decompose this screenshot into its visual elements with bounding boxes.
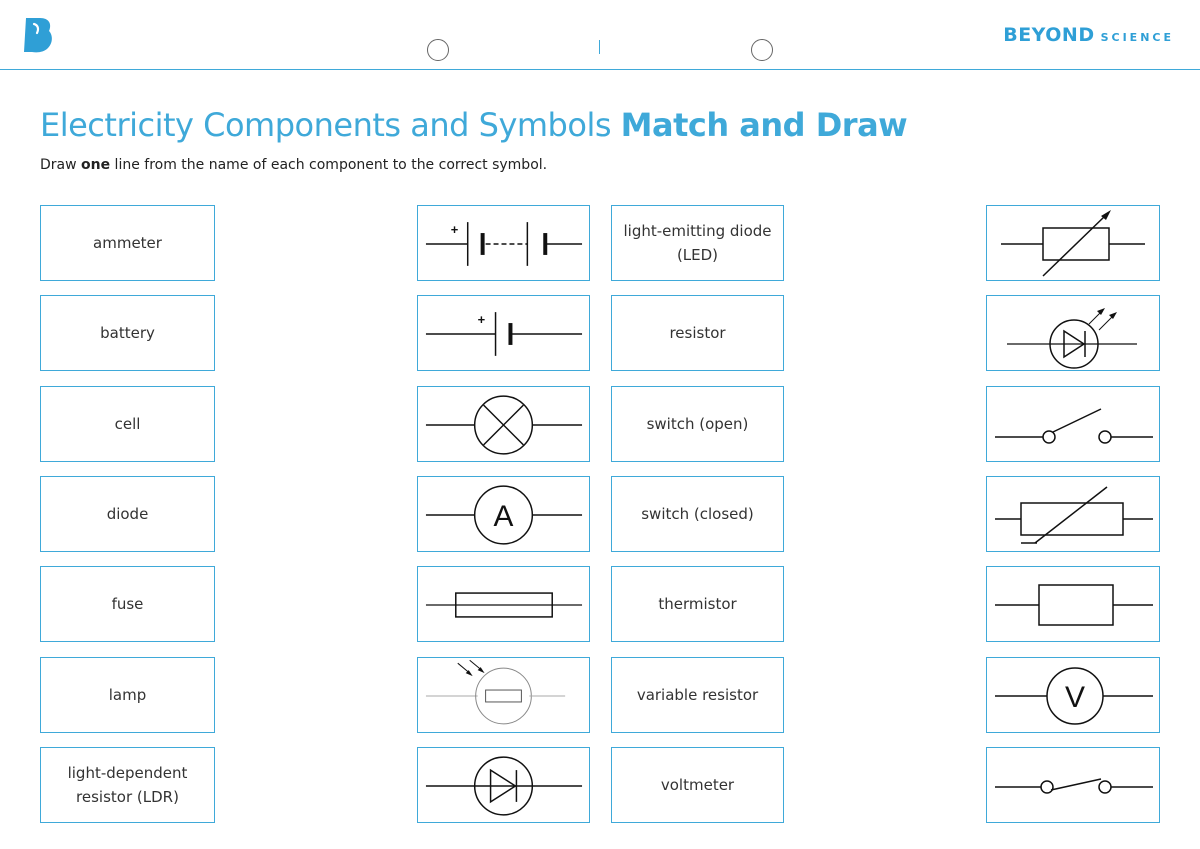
symbol-card-lamp-symbol[interactable] [417,386,590,462]
symbol-card-ldr-symbol[interactable] [417,657,590,733]
name-card-cell[interactable] [40,386,215,462]
name-card-battery[interactable] [40,295,215,371]
diode-symbol-icon [418,748,589,822]
name-card-switch-open[interactable] [611,386,784,462]
instruction-before: Draw [40,157,82,173]
name-card-light-dependent-resistor-ldr[interactable] [40,747,215,823]
name-card-light-emitting-diode-led[interactable] [611,205,784,281]
name-card-line: lamp [108,685,147,704]
symbol-card-cell-symbol[interactable] [417,295,590,371]
name-card-text [669,321,725,345]
name-card-line: switch (open) [646,414,749,433]
header-divider [599,40,600,54]
name-card-text [93,231,162,255]
fuse-symbol-icon [418,567,589,641]
name-card-line: ammeter [93,234,162,252]
name-card-text [623,219,771,267]
name-card-line: light-emitting diode [623,222,772,240]
symbol-card-battery-symbol[interactable] [417,205,590,281]
plus-sign-label: + [477,312,486,328]
resistor-symbol-icon [987,567,1159,641]
symbol-card-diode-symbol[interactable] [417,747,590,823]
name-card-line: resistor [669,324,726,343]
brand-logo [1003,24,1174,46]
name-card-text [647,412,749,436]
symbol-card-resistor-symbol[interactable] [986,566,1160,642]
name-card-variable-resistor[interactable] [611,657,784,733]
title-bold: Match and Draw [620,106,908,144]
tick-circle-right[interactable] [751,39,773,61]
name-card-text [641,502,754,526]
name-card-line: resistor (LDR) [76,787,179,806]
led-symbol-icon [987,296,1159,370]
name-card-diode[interactable] [40,476,215,552]
thermistor-symbol-icon [987,477,1159,551]
name-card-line: diode [106,504,149,523]
symbol-card-led-symbol[interactable] [986,295,1160,371]
name-card-text [109,683,147,707]
plus-sign-label: + [450,222,459,238]
name-card-text [115,412,141,436]
name-card-line: variable resistor [636,685,759,704]
cell-symbol-icon [418,296,589,370]
battery-symbol-icon [418,206,589,280]
ldr-symbol-icon [418,658,589,732]
tick-circle-left[interactable] [427,39,449,61]
page-title [40,106,907,144]
name-card-line: switch (closed) [641,504,754,523]
closed-switch-symbol-icon [987,748,1159,822]
name-card-voltmeter[interactable] [611,747,784,823]
ammeter-letter: A [493,499,514,533]
name-card-lamp[interactable] [40,657,215,733]
symbol-card-variable-resistor-symbol[interactable] [986,205,1160,281]
ammeter-symbol-icon [418,477,589,551]
brand-sub-text: SCIENCE [1100,31,1174,44]
symbol-card-open-switch-symbol[interactable] [986,386,1160,462]
beyond-logo-icon [22,16,54,54]
symbol-card-fuse-symbol[interactable] [417,566,590,642]
voltmeter-letter: V [1064,680,1086,714]
name-card-line: voltmeter [660,775,735,794]
name-card-switch-closed[interactable] [611,476,784,552]
page-header [0,0,1200,70]
name-card-text [637,683,758,707]
voltmeter-symbol-icon [987,658,1159,732]
brand-main-text: BEYOND [1003,24,1095,46]
instruction-after: line from the name of each component to the correct symbol. [110,157,548,173]
name-card-text [661,773,734,797]
lamp-symbol-icon [418,387,589,461]
header-divider-line [0,69,1200,70]
instruction-text [40,157,547,173]
name-card-text [100,321,155,345]
name-card-resistor[interactable] [611,295,784,371]
name-card-fuse[interactable] [40,566,215,642]
instruction-bold: one [81,157,111,173]
name-card-line: cell [114,414,141,433]
open-switch-symbol-icon [987,387,1159,461]
variable-resistor-symbol-icon [987,206,1159,280]
name-card-text [107,502,149,526]
name-card-line: light-dependent [67,763,188,782]
name-card-text [112,592,144,616]
symbol-card-voltmeter-symbol[interactable] [986,657,1160,733]
name-card-line: battery [100,324,155,343]
name-card-thermistor[interactable] [611,566,784,642]
name-card-text [68,761,188,809]
name-card-text [658,592,736,616]
name-card-line: fuse [111,595,144,614]
title-regular: Electricity Components and Symbols [40,106,621,144]
name-card-line: (LED) [676,246,719,264]
symbol-card-thermistor-symbol[interactable] [986,476,1160,552]
name-card-ammeter[interactable] [40,205,215,281]
symbol-card-ammeter-symbol[interactable] [417,476,590,552]
name-card-line: thermistor [658,595,737,614]
symbol-card-closed-switch-symbol[interactable] [986,747,1160,823]
